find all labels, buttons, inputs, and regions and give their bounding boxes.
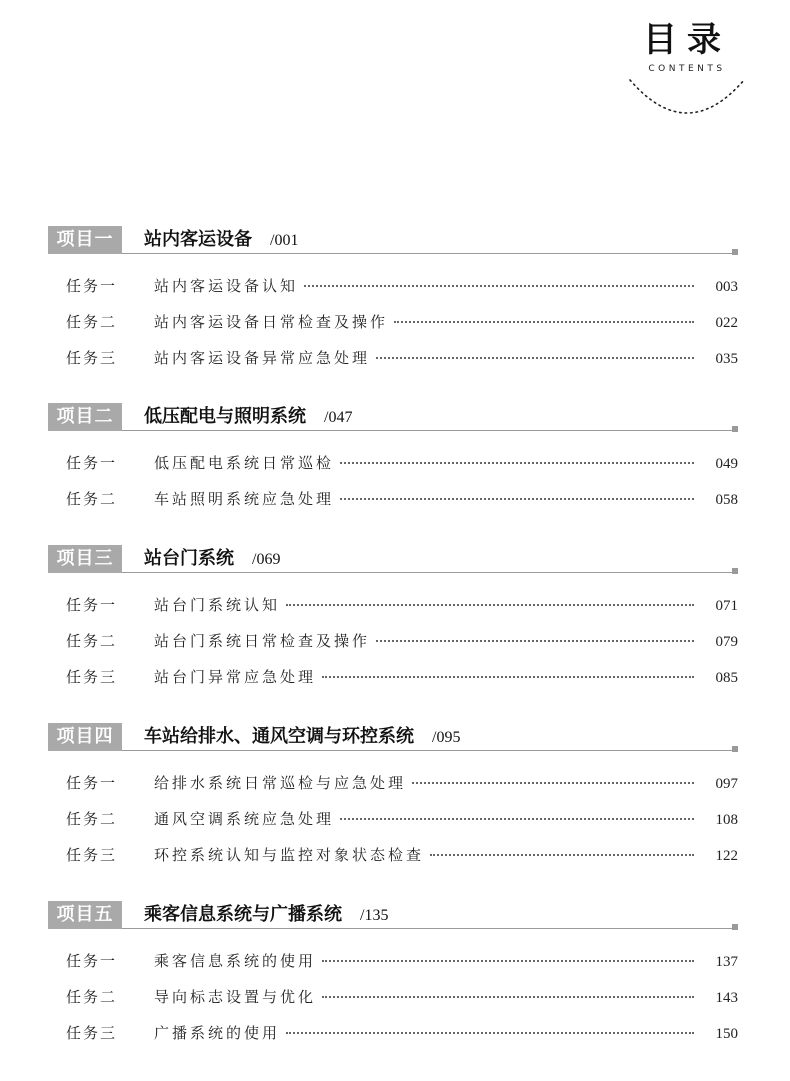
toc-entry[interactable] [48,801,738,837]
section-heading[interactable] [48,901,738,929]
task-page-number: 143 [715,990,738,1006]
task-label: 任务三 [66,349,118,367]
page-title: 目录 [643,20,731,60]
section-project-1 [48,226,738,376]
task-label: 任务二 [66,632,118,650]
toc-entry[interactable] [48,340,738,376]
section-project-3 [48,545,738,695]
task-page-number: 097 [715,776,738,792]
toc-entry[interactable] [48,765,738,801]
task-label: 任务三 [66,1024,118,1042]
task-label: 任务二 [66,313,118,331]
dot-leader [340,462,694,464]
section-rule-marker [732,924,738,930]
section-heading[interactable] [48,723,738,751]
task-title: 给排水系统日常巡检与应急处理 [154,774,407,792]
dot-leader [304,285,694,287]
task-page-number: 122 [715,848,738,864]
section-badge: 项目四 [48,723,122,751]
toc-entry[interactable] [48,304,738,340]
task-label: 任务一 [66,277,118,295]
task-label: 任务一 [66,596,118,614]
toc-header [612,18,762,118]
task-list [48,445,738,517]
task-title: 站内客运设备异常应急处理 [154,349,371,367]
section-rule-marker [732,426,738,432]
dot-leader [322,676,694,678]
toc-entry[interactable] [48,587,738,623]
section-title-text: 站台门系统 [144,548,234,569]
section-rule [122,430,734,431]
section-page-number: /095 [432,729,461,746]
toc-entry[interactable] [48,837,738,873]
task-page-number: 003 [715,279,738,295]
dotted-arc-ornament [612,76,762,118]
section-rule [122,572,734,573]
toc-entry[interactable] [48,481,738,517]
dot-leader [286,604,694,606]
task-list [48,268,738,376]
task-list [48,587,738,695]
section-title-text: 车站给排水、通风空调与环控系统 [144,726,414,747]
section-title-text: 低压配电与照明系统 [144,406,306,427]
section-project-2 [48,403,738,517]
task-title: 站台门系统日常检查及操作 [154,632,371,650]
section-heading[interactable] [48,403,738,431]
section-title [144,723,460,751]
section-rule [122,750,734,751]
task-title: 站内客运设备日常检查及操作 [154,313,389,331]
dot-leader [340,498,694,500]
task-page-number: 035 [715,351,738,367]
task-page-number: 085 [715,670,738,686]
dot-leader [394,321,694,323]
task-title: 站台门系统认知 [154,596,281,614]
task-label: 任务一 [66,774,118,792]
section-badge: 项目三 [48,545,122,573]
section-heading[interactable] [48,226,738,254]
toc-entry[interactable] [48,659,738,695]
task-page-number: 150 [715,1026,738,1042]
section-badge: 项目二 [48,403,122,431]
dot-leader [376,640,694,642]
toc-entry[interactable] [48,979,738,1015]
task-title: 车站照明系统应急处理 [154,490,335,508]
task-page-number: 137 [715,954,738,970]
task-list [48,943,738,1051]
section-badge: 项目五 [48,901,122,929]
task-label: 任务二 [66,988,118,1006]
section-page-number: /047 [324,409,353,426]
task-label: 任务一 [66,454,118,472]
task-label: 任务三 [66,846,118,864]
task-title: 导向标志设置与优化 [154,988,317,1006]
task-label: 任务三 [66,668,118,686]
toc-entry[interactable] [48,623,738,659]
dot-leader [430,854,694,856]
dot-leader [412,782,694,784]
task-page-number: 071 [715,598,738,614]
section-badge: 项目一 [48,226,122,254]
section-rule-marker [732,249,738,255]
section-title [144,545,280,573]
section-page-number: /069 [252,551,281,568]
task-title: 站台门异常应急处理 [154,668,317,686]
toc-entry[interactable] [48,445,738,481]
toc-entry[interactable] [48,943,738,979]
dot-leader [340,818,694,820]
task-title: 通风空调系统应急处理 [154,810,335,828]
task-page-number: 049 [715,456,738,472]
task-label: 任务一 [66,952,118,970]
toc-entry[interactable] [48,268,738,304]
section-rule [122,253,734,254]
section-title [144,403,352,431]
page-subtitle: CONTENTS [648,64,726,74]
section-rule-marker [732,568,738,574]
task-page-number: 058 [715,492,738,508]
section-project-5 [48,901,738,1051]
section-page-number: /135 [360,907,389,924]
task-list [48,765,738,873]
task-page-number: 022 [715,315,738,331]
task-title: 环控系统认知与监控对象状态检查 [154,846,425,864]
dot-leader [286,1032,694,1034]
section-rule-marker [732,746,738,752]
task-title: 乘客信息系统的使用 [154,952,317,970]
section-title [144,226,298,254]
section-page-number: /001 [270,232,299,249]
section-title [144,901,388,929]
task-page-number: 108 [715,812,738,828]
task-label: 任务二 [66,810,118,828]
toc-entry[interactable] [48,1015,738,1051]
section-title-text: 站内客运设备 [144,229,252,250]
dot-leader [322,996,694,998]
section-project-4 [48,723,738,873]
dot-leader [376,357,694,359]
task-title: 站内客运设备认知 [154,277,299,295]
task-label: 任务二 [66,490,118,508]
dot-leader [322,960,694,962]
section-heading[interactable] [48,545,738,573]
task-title: 广播系统的使用 [154,1024,281,1042]
section-rule [122,928,734,929]
section-title-text: 乘客信息系统与广播系统 [144,904,342,925]
task-page-number: 079 [715,634,738,650]
task-title: 低压配电系统日常巡检 [154,454,335,472]
